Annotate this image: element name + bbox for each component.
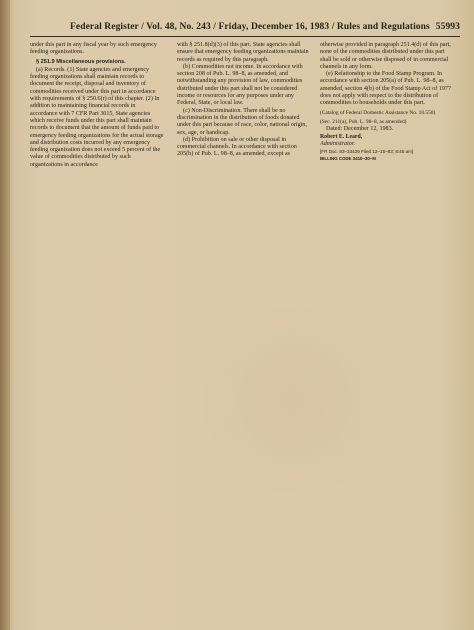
signer-name: Robert E. Leard, [320, 133, 363, 140]
column-3 [320, 42, 454, 163]
header-rule [30, 36, 460, 37]
catalog-note: (Catalog of Federal Domestic Assistance No. 10.550) [320, 109, 436, 116]
section-heading: § 251.9 Miscellaneous provisions. [36, 58, 126, 65]
column-2 [177, 42, 311, 159]
binding-shadow [0, 0, 10, 630]
paragraph: (a) Records. (1) State agencies and emergency feeding organizations shall maintain records to document the receipt, disposal and inventory of commodities received under this part in accordance with requirements of § 250.6(r) of this chapter. (2) In addition to maintaining financial records in accordance with 7 CFR Part 3015, State agencies which receive funds under this part shall maintain records to document that the amount of funds paid to emergency feeding organizations for the actual storage and distribution costs incurred by any emergency feeding organization does not exceed 5 percent of the value of commodities distributed by such organizations in accordance [30, 66, 164, 168]
paragraph: with § 251.8(d)(3) of this part. State agencies shall ensure that emergency feeding organizations maintain records as required by this paragraph. [177, 42, 309, 63]
running-title: Federal Register / Vol. 48, No. 243 / Friday, December 16, 1983 / Rules and Regulations [70, 22, 430, 32]
signer-title: Administrator. [320, 140, 356, 147]
dated-line: Dated: December 12, 1983. [326, 126, 394, 133]
paragraph: (e) Relationship to the Food Stamp Program. In accordance with section 205(a) of Pub. L. 98–8, as amended, section 4(b) of the Food Stamp Act of 1977 does not apply with respect to the distribution of commodities to households under this part. [320, 71, 451, 107]
paragraph: under this part in any fiscal year by such emergency feeding organizations. [30, 42, 157, 56]
paragraph: otherwise provided in paragraph 251.4(d) of this part, none of the commodities distributed under this part shall be sold or otherwise disposed of in commercial channels in any form. [320, 42, 451, 70]
running-header [30, 22, 460, 36]
page-number: 55993 [435, 22, 460, 32]
fr-doc-line: [FR Doc. 83–33429 Filed 12–15–83; 8:45 am] [320, 149, 414, 155]
paragraph: (d) Prohibition on sale or other disposal in commercial channels. In accordance with section 205(b) of Pub. L. 98–8, as amended, except as [177, 136, 297, 158]
paper-stain [190, 300, 390, 500]
paragraph: (b) Commodities not income. In accordance with section 208 of Pub. L. 98–8, as amended, and notwithstanding any provision of law, commodities distributed under this part shall not be considered income or resources for any purposes under any Federal, State, or local law. [177, 63, 303, 107]
authority-note: (Sec. 211(a), Pub. L. 98–8, as amended) [320, 118, 407, 125]
column-1 [30, 42, 164, 169]
paragraph: (c) Non-Discrimination. There shall be no discrimination in the distribution of foods donated under this part because of race, color, national origin, sex, age, or handicap. [177, 107, 307, 136]
billing-code: BILLING CODE 3410–30–M [320, 156, 376, 162]
